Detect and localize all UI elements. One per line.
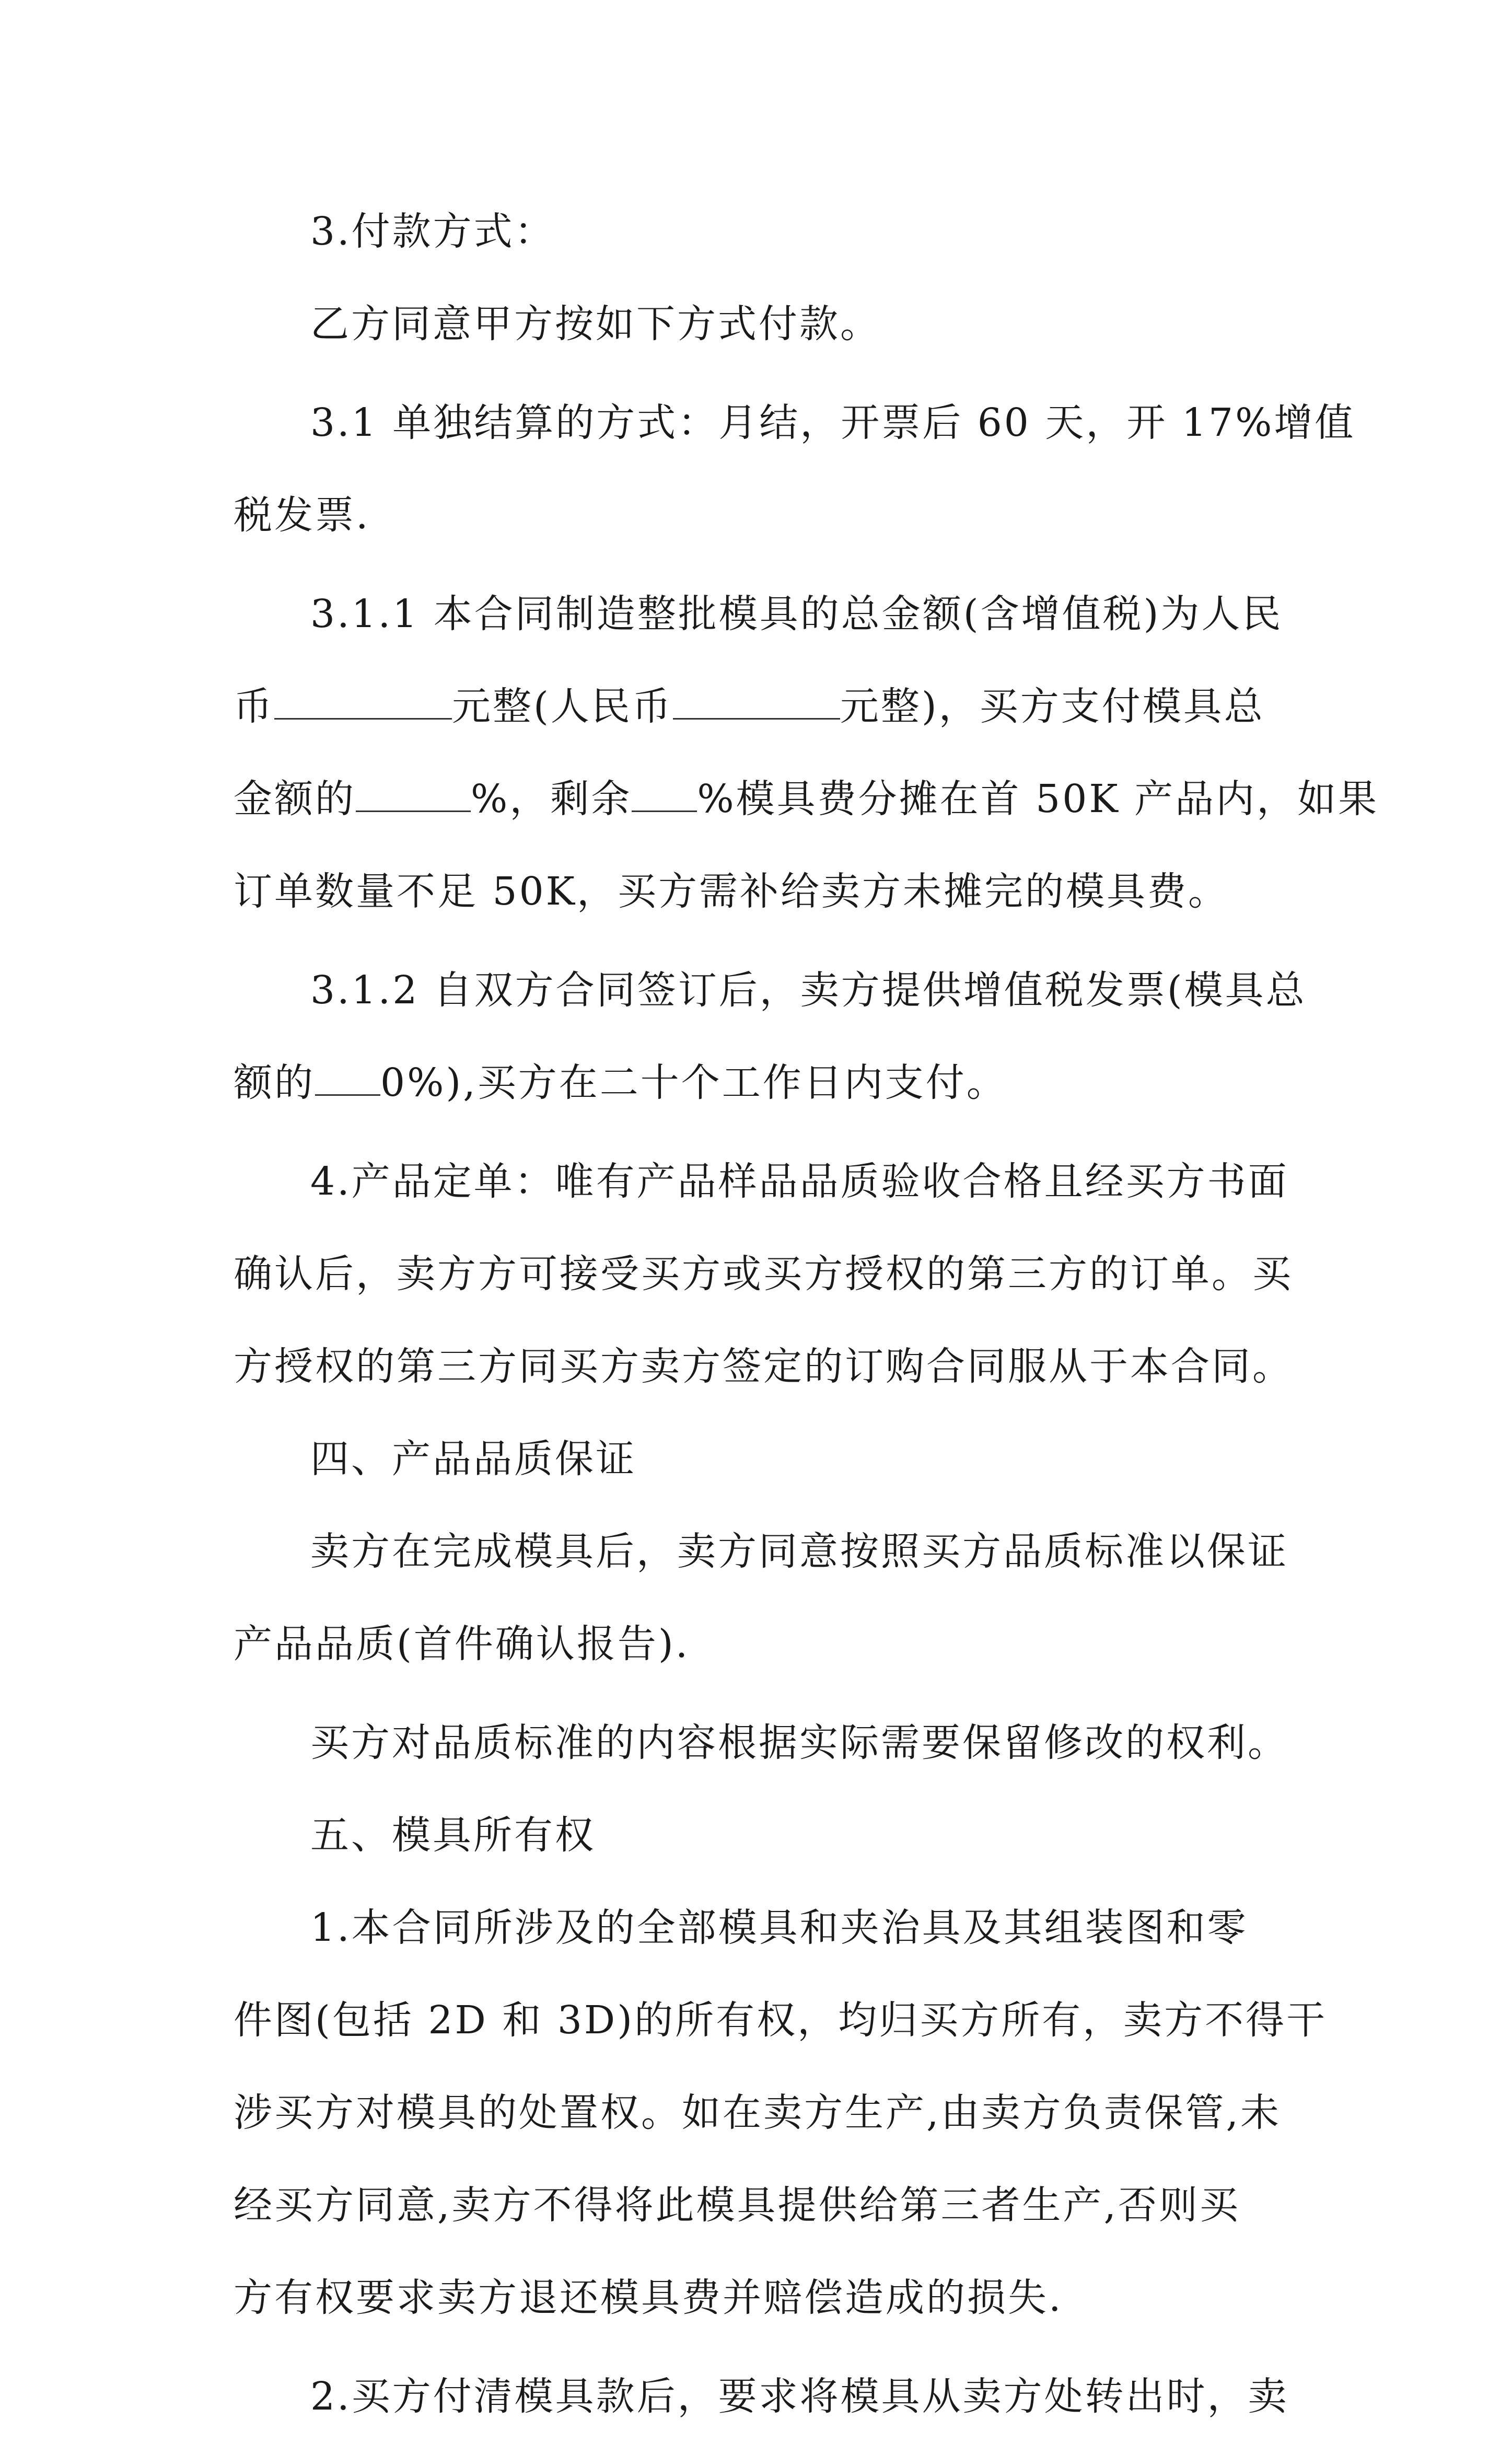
- paragraph-line: 买方对品质标准的内容根据实际需要保留修改的权利。: [310, 1720, 1288, 1765]
- text-fragment: 额的: [234, 1060, 315, 1105]
- text-fragment: 金额的: [234, 777, 356, 821]
- paragraph-line: [234, 661, 1294, 753]
- blank-field[interactable]: [315, 1063, 380, 1096]
- paragraph-line: 确认后，卖方方可接受买方或买方授权的第三方的订单。买: [234, 1252, 1293, 1296]
- paragraph-line: 方有权要求卖方退还模具费并赔偿造成的损失.: [234, 2275, 1063, 2320]
- blank-field[interactable]: [632, 779, 697, 812]
- section-5-heading: 五、模具所有权: [310, 1813, 596, 1858]
- paragraph-line: 方授权的第三方同买方卖方签定的订购合同服从于本合同。: [234, 1344, 1293, 1389]
- clause-5-1: 1.本合同所涉及的全部模具和夹治具及其组装图和零: [310, 1905, 1248, 1950]
- blank-field[interactable]: [356, 779, 471, 812]
- paragraph-line: 涉买方对模具的处置权。如在卖方生产,由卖方负责保管,未: [234, 2090, 1282, 2135]
- paragraph-line: 税发票.: [234, 493, 370, 538]
- text-fragment: 元整)，买方支付模具总: [840, 684, 1265, 729]
- text-fragment: 0%),买方在二十个工作日内支付。: [380, 1060, 1007, 1105]
- clause-5-2: 2.买方付清模具款后，要求将模具从卖方处转出时，卖: [310, 2374, 1289, 2419]
- paragraph-line: 件图(包括 2D 和 3D)的所有权，均归买方所有，卖方不得干: [234, 1998, 1328, 2043]
- clause-3-heading: 3.付款方式：: [310, 209, 555, 254]
- paragraph-line: 经买方同意,卖方不得将此模具提供给第三者生产,否则买: [234, 2183, 1241, 2228]
- clause-3-1: 3.1 单独结算的方式：月结，开票后 60 天，开 17%增值: [310, 400, 1356, 445]
- section-4-heading: 四、产品品质保证: [310, 1437, 636, 1481]
- text-fragment: %模具费分摊在首 50K 产品内，如果: [697, 777, 1379, 821]
- text-fragment: %，剩余: [471, 777, 632, 821]
- clause-3-1-1: 3.1.1 本合同制造整批模具的总金额(含增值税)为人民: [310, 592, 1283, 636]
- paragraph-line: [234, 753, 1379, 846]
- paragraph-line: 卖方在完成模具后，卖方同意按照买方品质标准以保证: [310, 1529, 1288, 1574]
- clause-3-1-2: 3.1.2 自双方合同签订后，卖方提供增值税发票(模具总: [310, 968, 1307, 1013]
- paragraph-line: 产品品质(首件确认报告).: [234, 1622, 690, 1666]
- blank-field[interactable]: [274, 687, 452, 720]
- blank-field[interactable]: [673, 687, 840, 720]
- contract-text: [234, 186, 1379, 2443]
- text-fragment: 币: [234, 684, 274, 729]
- paragraph-line: [234, 1037, 1294, 1129]
- clause-4: 4.产品定单：唯有产品样品品质验收合格且经买方书面: [310, 1159, 1289, 1204]
- paragraph-line: 订单数量不足 50K，买方需补给卖方未摊完的模具费。: [234, 869, 1229, 914]
- text-fragment: 元整(人民币: [452, 684, 673, 729]
- paragraph-line: 乙方同意甲方按如下方式付款。: [310, 302, 881, 346]
